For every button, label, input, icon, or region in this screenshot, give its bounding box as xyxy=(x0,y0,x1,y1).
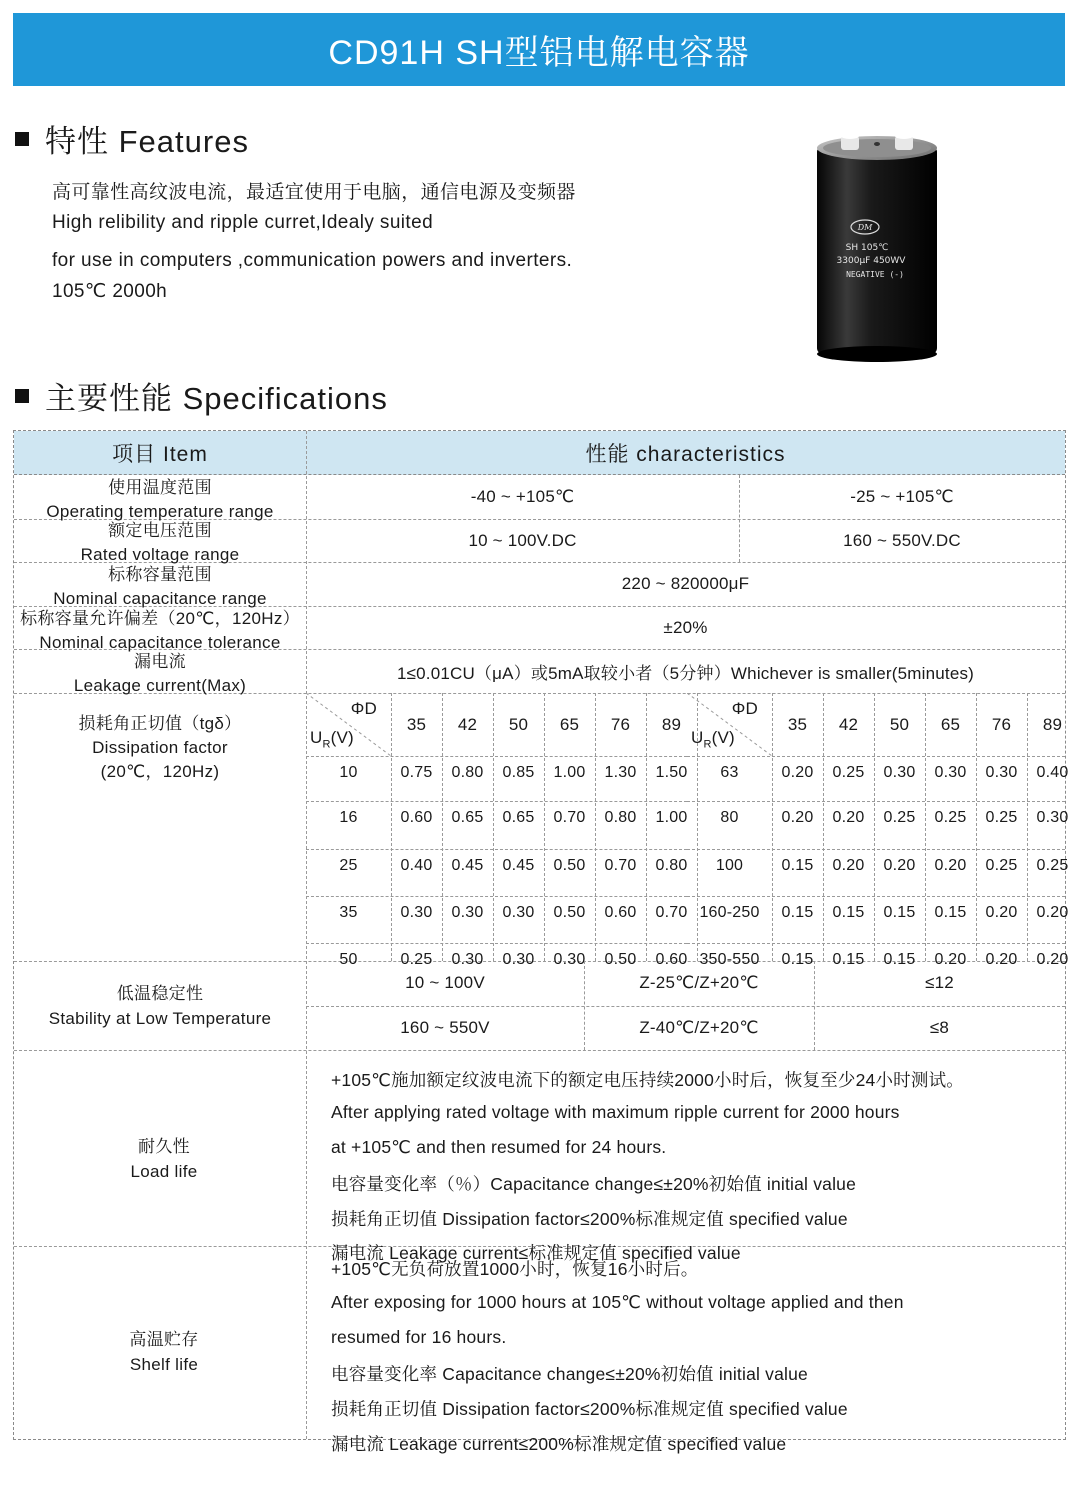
voltage-label: 额定电压范围 Rated voltage range xyxy=(80,521,240,564)
df-row-divider xyxy=(687,801,1065,802)
specifications-heading-text: 主要性能 Specifications xyxy=(45,381,388,416)
tolerance-label: 标称容量允许偏差（20℃，120Hz） Nominal capacitance tolerance xyxy=(20,609,300,652)
capacitance-value: 220 ~ 820000μF xyxy=(621,574,750,593)
df-value-cell: 0.30 xyxy=(502,951,535,968)
df-value-cell: 0.25 xyxy=(985,809,1018,826)
feature-line: 105℃ 2000h xyxy=(52,281,168,302)
features-heading-text: 特性 Features xyxy=(45,124,249,159)
df-value-cell: 1.00 xyxy=(553,764,586,781)
diameter-symbol-label: ΦD xyxy=(350,699,377,718)
df-voltage-cell: 160-250 xyxy=(699,904,760,921)
df-value-cell: 0.60 xyxy=(400,809,433,826)
tolerance-value: ±20% xyxy=(663,617,708,637)
df-diameter-header: 50 xyxy=(508,714,529,734)
df-value-cell: 0.25 xyxy=(883,809,916,826)
df-value-cell: 0.45 xyxy=(451,857,484,874)
df-value-cell: 0.50 xyxy=(553,857,586,874)
df-value-cell: 0.30 xyxy=(502,904,535,921)
df-column-divider xyxy=(391,693,392,961)
df-value-cell: 0.25 xyxy=(1036,857,1069,874)
shelflife-label: 高温贮存 Shelf life xyxy=(129,1330,199,1374)
feature-line: High relibility and ripple curret,Idealy suited xyxy=(52,212,434,233)
svg-text:NEGATIVE (-): NEGATIVE (-) xyxy=(846,270,904,279)
df-column-divider xyxy=(874,693,875,961)
df-column-divider xyxy=(442,693,443,961)
df-value-cell: 0.75 xyxy=(400,764,433,781)
df-value-cell: 0.20 xyxy=(934,857,967,874)
df-value-cell: 0.15 xyxy=(832,951,865,968)
df-row-divider xyxy=(687,943,1065,944)
page-title: CD91H SH型铝电解电容器 xyxy=(328,34,750,72)
lowtemp-voltage-2: 160 ~ 550V xyxy=(400,1018,490,1037)
df-value-cell: 0.15 xyxy=(883,951,916,968)
lowtemp-limit-1: ≤12 xyxy=(925,973,954,992)
df-value-cell: 0.50 xyxy=(604,951,637,968)
df-value-cell: 0.30 xyxy=(985,764,1018,781)
df-column-divider xyxy=(493,693,494,961)
voltage-value-low: 10 ~ 100V.DC xyxy=(468,530,577,550)
shelflife-line: After exposing for 1000 hours at 105℃ without voltage applied and then xyxy=(331,1292,904,1312)
diameter-symbol-label: ΦD xyxy=(731,699,758,718)
df-column-divider xyxy=(925,693,926,961)
df-value-cell: 0.25 xyxy=(400,951,433,968)
voltage-value-high: 160 ~ 550V.DC xyxy=(843,530,961,550)
leakage-label: 漏电流 Leakage current(Max) xyxy=(73,652,247,695)
df-value-cell: 0.70 xyxy=(604,857,637,874)
df-value-cell: 0.70 xyxy=(655,904,688,921)
bullet-square-icon xyxy=(15,389,29,403)
loadlife-line: 电容量变化率（％）Capacitance change≤±20%初始值 initial value xyxy=(331,1174,857,1194)
df-row-divider xyxy=(687,896,1065,897)
leakage-value: 1≤0.01CU（μA）或5mA取较小者（5分钟）Whichever is smaller(5minutes) xyxy=(396,663,975,683)
df-diameter-header: 42 xyxy=(457,714,478,734)
specifications-heading xyxy=(15,373,388,418)
df-value-cell: 0.15 xyxy=(883,904,916,921)
df-value-cell: 0.20 xyxy=(781,764,814,781)
df-value-cell: 0.80 xyxy=(655,857,688,874)
loadlife-line: 漏电流 Leakage current≤标准规定值 specified value xyxy=(331,1243,741,1263)
df-value-cell: 0.20 xyxy=(934,951,967,968)
df-value-cell: 0.15 xyxy=(781,857,814,874)
df-value-cell: 0.25 xyxy=(985,857,1018,874)
header-characteristics: 性能 characteristics xyxy=(585,443,786,466)
df-value-cell: 0.15 xyxy=(934,904,967,921)
temp-value-high: -25 ~ +105℃ xyxy=(850,487,954,506)
df-value-cell: 0.30 xyxy=(400,904,433,921)
header-item: 项目 Item xyxy=(112,443,208,466)
rated-voltage-symbol-label: $U_R(V)$ xyxy=(310,727,354,750)
df-row-divider xyxy=(306,801,687,802)
df-diameter-header: 35 xyxy=(787,714,808,734)
temp-value-low: -40 ~ +105℃ xyxy=(470,487,575,506)
df-value-cell: 0.20 xyxy=(985,951,1018,968)
df-row-divider xyxy=(687,756,1065,757)
df-header-diagonal-cell xyxy=(306,693,391,756)
df-row-divider xyxy=(687,849,1065,850)
df-value-cell: 0.85 xyxy=(502,764,535,781)
df-value-cell: 0.65 xyxy=(502,809,535,826)
lowtemp-label: 低温稳定性 Stability at Low Temperature xyxy=(48,984,272,1028)
df-row-divider xyxy=(306,943,687,944)
df-column-divider xyxy=(544,693,545,961)
df-voltage-cell: 63 xyxy=(720,764,739,781)
lowtemp-ratio-2: Z-40℃/Z+20℃ xyxy=(639,1018,759,1037)
df-value-cell: 0.25 xyxy=(934,809,967,826)
df-value-cell: 0.15 xyxy=(781,951,814,968)
lowtemp-voltage-1: 10 ~ 100V xyxy=(405,973,485,992)
df-header-diagonal-cell xyxy=(687,693,772,756)
df-voltage-cell: 10 xyxy=(339,764,358,781)
df-value-cell: 1.00 xyxy=(655,809,688,826)
df-value-cell: 0.70 xyxy=(553,809,586,826)
shelflife-line: resumed for 16 hours. xyxy=(331,1327,507,1347)
df-value-cell: 0.30 xyxy=(451,904,484,921)
df-value-cell: 0.50 xyxy=(553,904,586,921)
loadlife-line: After applying rated voltage with maximum ripple current for 2000 hours xyxy=(331,1102,900,1122)
df-diameter-header: 65 xyxy=(559,714,580,734)
title-banner xyxy=(13,13,1065,86)
df-voltage-cell: 35 xyxy=(339,904,358,921)
df-value-cell: 0.20 xyxy=(832,809,865,826)
shelflife-line: 损耗角正切值 Dissipation factor≤200%标准规定值 specified value xyxy=(331,1399,848,1419)
features-heading xyxy=(15,116,249,161)
df-value-cell: 0.45 xyxy=(502,857,535,874)
df-row-divider xyxy=(306,756,687,757)
df-row-divider xyxy=(306,896,687,897)
loadlife-line: at +105℃ and then resumed for 24 hours. xyxy=(331,1137,667,1157)
df-value-cell: 0.30 xyxy=(451,951,484,968)
df-value-cell: 0.20 xyxy=(832,857,865,874)
df-value-cell: 0.30 xyxy=(1036,809,1069,826)
df-value-cell: 0.30 xyxy=(883,764,916,781)
temp-label: 使用温度范围 Operating temperature range xyxy=(46,478,274,521)
loadlife-label: 耐久性 Load life xyxy=(130,1137,198,1181)
df-value-cell: 0.60 xyxy=(604,904,637,921)
dissipation-label: 损耗角正切值（tgδ） Dissipation factor (20℃，120Hz) xyxy=(78,714,242,781)
df-value-cell: 1.30 xyxy=(604,764,637,781)
df-row-divider xyxy=(306,849,687,850)
df-value-cell: 0.40 xyxy=(1036,764,1069,781)
df-value-cell: 0.20 xyxy=(883,857,916,874)
df-value-cell: 0.15 xyxy=(781,904,814,921)
df-diameter-header: 35 xyxy=(406,714,427,734)
df-value-cell: 0.20 xyxy=(1036,951,1069,968)
feature-line: 高可靠性高纹波电流，最适宜使用于电脑，通信电源及变频器 xyxy=(52,182,576,203)
df-value-cell: 0.30 xyxy=(553,951,586,968)
svg-text:SH 105℃: SH 105℃ xyxy=(845,243,889,253)
df-voltage-cell: 25 xyxy=(339,857,358,874)
specifications-table xyxy=(13,430,1069,1454)
loadlife-line: 损耗角正切值 Dissipation factor≤200%标准规定值 specified value xyxy=(331,1209,848,1229)
df-diameter-header: 89 xyxy=(661,714,682,734)
feature-line: for use in computers ,communication powers and inverters. xyxy=(52,250,573,271)
df-column-divider xyxy=(1027,693,1028,961)
df-column-divider xyxy=(976,693,977,961)
df-value-cell: 0.20 xyxy=(1036,904,1069,921)
capacitance-label: 标称容量范围 Nominal capacitance range xyxy=(53,565,267,608)
df-value-cell: 0.80 xyxy=(604,809,637,826)
df-value-cell: 1.50 xyxy=(655,764,688,781)
lowtemp-ratio-1: Z-25℃/Z+20℃ xyxy=(639,973,759,992)
bullet-square-icon xyxy=(15,132,29,146)
df-diameter-header: 65 xyxy=(940,714,961,734)
df-voltage-cell: 80 xyxy=(720,809,739,826)
df-value-cell: 0.15 xyxy=(832,904,865,921)
shelflife-line: +105℃无负荷放置1000小时，恢复16小时后。 xyxy=(331,1259,699,1279)
shelflife-line: 电容量变化率 Capacitance change≤±20%初始值 initial value xyxy=(331,1364,808,1384)
df-value-cell: 0.30 xyxy=(934,764,967,781)
df-diameter-header: 42 xyxy=(838,714,859,734)
shelflife-line: 漏电流 Leakage current≤200%标准规定值 specified value xyxy=(331,1434,787,1454)
df-diameter-header: 76 xyxy=(610,714,631,734)
df-column-divider xyxy=(646,693,647,961)
df-value-cell: 0.20 xyxy=(985,904,1018,921)
df-voltage-cell: 350-550 xyxy=(699,951,760,968)
df-value-cell: 0.65 xyxy=(451,809,484,826)
df-value-cell: 0.25 xyxy=(832,764,865,781)
df-voltage-cell: 100 xyxy=(715,857,744,874)
df-diameter-header: 76 xyxy=(991,714,1012,734)
df-value-cell: 0.80 xyxy=(451,764,484,781)
df-value-cell: 0.60 xyxy=(655,951,688,968)
df-voltage-cell: 16 xyxy=(339,809,358,826)
svg-text:3300μF 450WV: 3300μF 450WV xyxy=(836,256,906,266)
lowtemp-limit-2: ≤8 xyxy=(929,1018,950,1037)
df-diameter-header: 89 xyxy=(1042,714,1063,734)
df-value-cell: 0.40 xyxy=(400,857,433,874)
df-value-cell: 0.20 xyxy=(781,809,814,826)
df-diameter-header: 50 xyxy=(889,714,910,734)
loadlife-line: +105℃施加额定纹波电流下的额定电压持续2000小时后，恢复至少24小时测试。 xyxy=(331,1070,964,1090)
capacitor-product-image xyxy=(815,132,939,362)
df-voltage-cell: 50 xyxy=(339,951,358,968)
rated-voltage-symbol-label: $U_R(V)$ xyxy=(691,727,735,750)
df-column-divider xyxy=(823,693,824,961)
df-column-divider xyxy=(772,693,773,961)
svg-text:DM: DM xyxy=(857,223,873,232)
df-column-divider xyxy=(595,693,596,961)
